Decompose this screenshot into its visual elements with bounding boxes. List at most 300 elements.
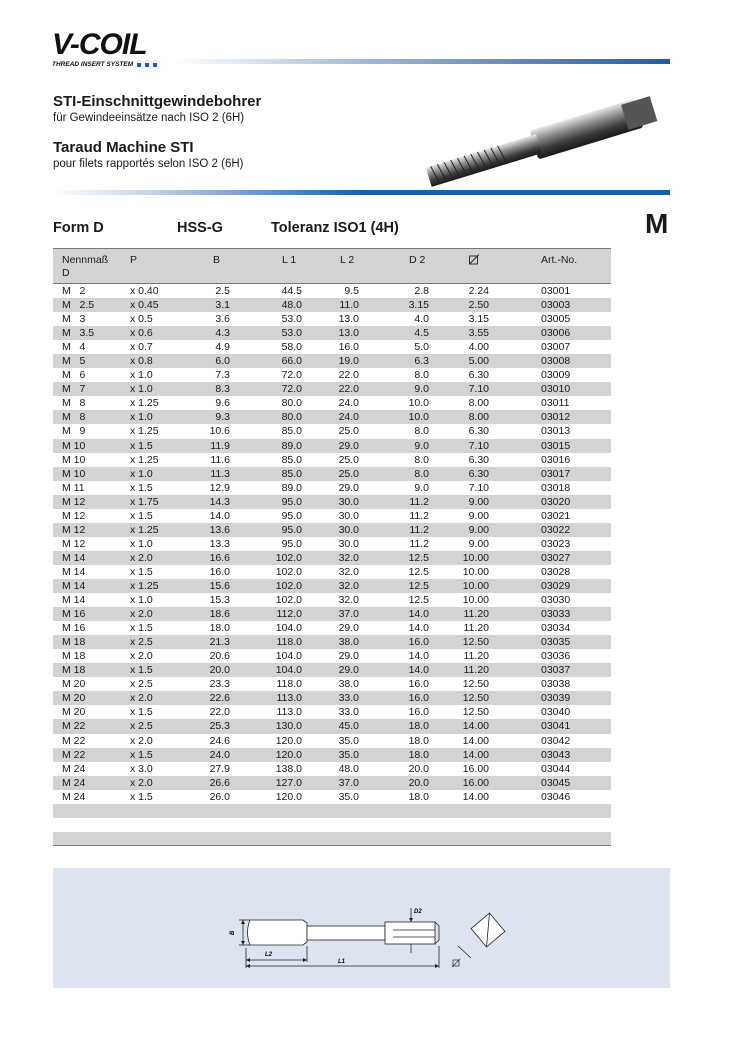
table-row bbox=[53, 635, 611, 649]
table-row bbox=[53, 424, 611, 438]
cell-article-no: 03009 bbox=[541, 369, 571, 382]
cell-b: 20.0 bbox=[209, 664, 230, 677]
cell-d2: 14.0 bbox=[408, 608, 429, 621]
cell-d2: 9.0 bbox=[414, 383, 429, 396]
dim-label-b: B bbox=[230, 930, 236, 935]
cell-l2: 29.0 bbox=[338, 622, 359, 635]
cell-l2: 32.0 bbox=[338, 594, 359, 607]
cell-square: 11.20 bbox=[463, 650, 489, 663]
cell-article-no: 03007 bbox=[541, 341, 571, 354]
cell-pitch: x 1.5 bbox=[130, 481, 153, 494]
cell-square: 14.00 bbox=[462, 734, 489, 747]
cell-nominal: M 2.5 bbox=[62, 299, 95, 312]
cell-square: 12.50 bbox=[462, 706, 489, 719]
section-letter: M bbox=[645, 208, 669, 239]
cell-nominal: M 6 bbox=[62, 369, 86, 382]
cell-b: 9.6 bbox=[215, 397, 230, 410]
cell-d2: 18.0 bbox=[408, 790, 429, 803]
table-row bbox=[53, 579, 611, 593]
cell-d2: 2.8 bbox=[414, 285, 429, 297]
cell-article-no: 03005 bbox=[541, 313, 571, 326]
cell-b: 15.6 bbox=[209, 579, 230, 592]
cell-l2: 25.0 bbox=[338, 467, 359, 480]
section-rule bbox=[53, 190, 670, 195]
cell-square: 6.30 bbox=[468, 453, 489, 466]
cell-pitch: x 1.0 bbox=[130, 383, 153, 396]
cell-square: 16.00 bbox=[462, 762, 489, 775]
cell-square: 11.20 bbox=[463, 608, 489, 621]
cell-pitch: x 1.0 bbox=[130, 411, 153, 424]
cell-l2: 45.0 bbox=[338, 720, 359, 733]
table-row bbox=[53, 691, 611, 705]
table-row bbox=[53, 776, 611, 790]
table-footer-band bbox=[53, 832, 611, 846]
cell-article-no: 03015 bbox=[541, 439, 571, 452]
cell-l2: 35.0 bbox=[338, 790, 359, 803]
cell-article-no: 03029 bbox=[541, 579, 571, 592]
cell-square: 7.10 bbox=[468, 439, 489, 452]
cell-square: 6.30 bbox=[468, 425, 489, 438]
cell-d2: 6.3 bbox=[414, 355, 429, 368]
cell-b: 20.6 bbox=[209, 650, 230, 663]
cell-b: 7.3 bbox=[215, 369, 230, 382]
table-row bbox=[53, 298, 611, 312]
brand-tagline: THREAD INSERT SYSTEM bbox=[52, 61, 134, 68]
cell-nominal: M 12 bbox=[62, 537, 86, 550]
cell-b: 13.3 bbox=[209, 537, 230, 550]
cell-square: 11.20 bbox=[463, 664, 489, 677]
cell-article-no: 03013 bbox=[541, 425, 571, 438]
cell-b: 12.9 bbox=[209, 481, 230, 494]
cell-pitch: x 1.75 bbox=[130, 495, 159, 508]
cell-pitch: x 0.7 bbox=[130, 341, 153, 354]
table-row bbox=[53, 284, 611, 298]
cell-l1: 112.0 bbox=[276, 608, 302, 621]
cell-l2: 11.0 bbox=[339, 299, 359, 312]
cell-l2: 29.0 bbox=[338, 481, 359, 494]
cell-d2: 9.0 bbox=[414, 481, 429, 494]
cell-b: 14.3 bbox=[209, 495, 230, 508]
cell-article-no: 03006 bbox=[541, 327, 571, 340]
table-body bbox=[53, 284, 611, 804]
cell-l1: 58.0 bbox=[281, 341, 302, 354]
cell-l2: 29.0 bbox=[338, 664, 359, 677]
cell-square: 5.00 bbox=[468, 355, 489, 368]
cell-article-no: 03030 bbox=[541, 594, 571, 607]
cell-d2: 12.5 bbox=[408, 565, 429, 578]
cell-l2: 33.0 bbox=[338, 692, 359, 705]
cell-article-no: 03010 bbox=[541, 383, 571, 396]
cell-l1: 48.0 bbox=[281, 299, 302, 312]
cell-d2: 8.0 bbox=[414, 453, 429, 466]
cell-nominal: M 10 bbox=[62, 467, 86, 480]
cell-b: 9.3 bbox=[215, 411, 230, 424]
cell-l2: 38.0 bbox=[338, 636, 359, 649]
cell-square: 6.30 bbox=[468, 467, 489, 480]
brand-tagline-row bbox=[52, 61, 177, 68]
cell-article-no: 03020 bbox=[541, 495, 571, 508]
cell-pitch: x 2.0 bbox=[130, 551, 153, 564]
table-row bbox=[53, 340, 611, 354]
cell-article-no: 03008 bbox=[541, 355, 571, 368]
table-row bbox=[53, 354, 611, 368]
header-nennmass-line1: Nennmaß bbox=[62, 254, 109, 266]
cell-b: 11.6 bbox=[210, 453, 230, 466]
cell-b: 18.0 bbox=[209, 622, 230, 635]
square-size-icon bbox=[452, 959, 460, 967]
cell-l1: 127.0 bbox=[275, 776, 302, 789]
cell-nominal: M 11 bbox=[62, 481, 85, 494]
cell-d2: 16.0 bbox=[408, 692, 429, 705]
table-row bbox=[53, 551, 611, 565]
title-german: STI-Einschnittgewindebohrer bbox=[53, 93, 262, 110]
cell-l2: 30.0 bbox=[338, 495, 359, 508]
table-row bbox=[53, 481, 611, 495]
cell-nominal: M 7 bbox=[62, 383, 86, 396]
cell-b: 3.6 bbox=[215, 313, 230, 326]
cell-l2: 35.0 bbox=[338, 734, 359, 747]
cell-nominal: M 14 bbox=[62, 565, 86, 578]
tagline-square-icon bbox=[153, 63, 157, 67]
cell-d2: 12.5 bbox=[408, 594, 429, 607]
cell-l1: 80.0 bbox=[281, 397, 302, 410]
cell-square: 10.00 bbox=[462, 565, 489, 578]
cell-nominal: M 2 bbox=[62, 285, 86, 297]
cell-square: 4.00 bbox=[468, 341, 489, 354]
cell-square: 8.00 bbox=[468, 397, 489, 410]
cell-article-no: 03003 bbox=[541, 299, 571, 312]
cell-square: 9.00 bbox=[468, 523, 489, 536]
cell-pitch: x 1.5 bbox=[130, 706, 153, 719]
form-label: Form D bbox=[53, 220, 104, 236]
cell-l1: 102.0 bbox=[275, 565, 302, 578]
cell-article-no: 03043 bbox=[541, 748, 571, 761]
table-row bbox=[53, 495, 611, 509]
table-footer-band bbox=[53, 804, 611, 818]
cell-d2: 3.15 bbox=[408, 299, 429, 312]
cell-l2: 35.0 bbox=[338, 748, 359, 761]
material-label: HSS-G bbox=[177, 220, 223, 236]
table-row bbox=[53, 326, 611, 340]
cell-article-no: 03035 bbox=[541, 636, 571, 649]
cell-pitch: x 0.6 bbox=[130, 327, 153, 340]
cell-nominal: M 9 bbox=[62, 425, 86, 438]
cell-nominal: M 4 bbox=[62, 341, 86, 354]
cell-b: 22.6 bbox=[209, 692, 230, 705]
cell-l1: 120.0 bbox=[275, 790, 302, 803]
cell-l1: 85.0 bbox=[281, 425, 302, 438]
cell-d2: 11.2 bbox=[409, 537, 429, 550]
cell-l1: 95.0 bbox=[281, 509, 302, 522]
cell-nominal: M 24 bbox=[62, 790, 86, 803]
cell-pitch: x 1.5 bbox=[130, 622, 153, 635]
cell-square: 10.00 bbox=[462, 551, 489, 564]
cell-l2: 24.0 bbox=[338, 411, 359, 424]
cell-l1: 89.0 bbox=[281, 439, 302, 452]
cell-l2: 22.0 bbox=[338, 383, 359, 396]
cell-article-no: 03027 bbox=[541, 551, 571, 564]
cell-d2: 4.0 bbox=[414, 313, 429, 326]
table-row bbox=[53, 734, 611, 748]
cell-pitch: x 2.5 bbox=[130, 720, 153, 733]
cell-d2: 20.0 bbox=[408, 776, 429, 789]
table-row bbox=[53, 410, 611, 424]
cell-article-no: 03042 bbox=[541, 734, 571, 747]
cell-l1: 104.0 bbox=[275, 622, 302, 635]
cell-l1: 95.0 bbox=[281, 523, 302, 536]
cell-b: 22.0 bbox=[209, 706, 230, 719]
cell-nominal: M 22 bbox=[62, 720, 86, 733]
cell-square: 8.00 bbox=[468, 411, 489, 424]
cell-b: 15.3 bbox=[209, 594, 230, 607]
cell-l1: 120.0 bbox=[275, 734, 302, 747]
cell-l1: 104.0 bbox=[275, 650, 302, 663]
cell-l1: 118.0 bbox=[276, 678, 302, 691]
cell-l1: 66.0 bbox=[281, 355, 302, 368]
cell-b: 25.3 bbox=[209, 720, 230, 733]
cell-pitch: x 2.5 bbox=[130, 636, 153, 649]
cell-square: 11.20 bbox=[463, 622, 489, 635]
cell-article-no: 03011 bbox=[541, 397, 570, 410]
cell-d2: 12.5 bbox=[408, 579, 429, 592]
cell-d2: 18.0 bbox=[408, 748, 429, 761]
cell-b: 26.6 bbox=[209, 776, 230, 789]
cell-b: 8.3 bbox=[215, 383, 230, 396]
cell-l2: 16.0 bbox=[338, 341, 359, 354]
cell-d2: 14.0 bbox=[408, 622, 429, 635]
cell-nominal: M 10 bbox=[62, 453, 86, 466]
cell-d2: 16.0 bbox=[408, 678, 429, 691]
cell-pitch: x 1.0 bbox=[130, 594, 153, 607]
cell-article-no: 03017 bbox=[541, 467, 571, 480]
cell-square: 10.00 bbox=[462, 594, 489, 607]
table-row bbox=[53, 523, 611, 537]
cell-l2: 13.0 bbox=[338, 327, 359, 340]
cell-l2: 30.0 bbox=[338, 523, 359, 536]
cell-l1: 95.0 bbox=[281, 495, 302, 508]
cell-pitch: x 1.0 bbox=[130, 467, 153, 480]
cell-square: 9.00 bbox=[468, 509, 489, 522]
cell-pitch: x 1.5 bbox=[130, 664, 153, 677]
cell-b: 13.6 bbox=[209, 523, 230, 536]
cell-article-no: 03023 bbox=[541, 537, 571, 550]
cell-l1: 102.0 bbox=[275, 579, 302, 592]
cell-l2: 9.5 bbox=[344, 285, 359, 297]
cell-d2: 8.0 bbox=[414, 369, 429, 382]
table-row bbox=[53, 649, 611, 663]
cell-nominal: M 8 bbox=[62, 397, 86, 410]
cell-square: 14.00 bbox=[462, 720, 489, 733]
cell-d2: 5.0 bbox=[414, 341, 429, 354]
cell-d2: 14.0 bbox=[408, 664, 429, 677]
cell-nominal: M 14 bbox=[62, 579, 86, 592]
cell-nominal: M 10 bbox=[62, 439, 86, 452]
table-row bbox=[53, 762, 611, 776]
table-row bbox=[53, 621, 611, 635]
cell-d2: 8.0 bbox=[414, 425, 429, 438]
cell-pitch: x 2.0 bbox=[130, 608, 153, 621]
cell-b: 4.9 bbox=[215, 341, 230, 354]
cell-l2: 32.0 bbox=[338, 579, 359, 592]
cell-d2: 12.5 bbox=[408, 551, 429, 564]
header-nennmass-line2: D bbox=[62, 267, 70, 279]
cell-nominal: M 8 bbox=[62, 411, 86, 424]
cell-d2: 18.0 bbox=[408, 720, 429, 733]
cell-l1: 89.0 bbox=[281, 481, 302, 494]
dim-label-l1: L1 bbox=[338, 959, 346, 965]
cell-l1: 72.0 bbox=[281, 369, 302, 382]
cell-square: 2.24 bbox=[468, 285, 489, 297]
subtitle-german: für Gewindeeinsätze nach ISO 2 (6H) bbox=[53, 112, 245, 124]
table-row bbox=[53, 705, 611, 719]
table-row bbox=[53, 663, 611, 677]
cell-square: 3.15 bbox=[468, 313, 489, 326]
title-french: Taraud Machine STI bbox=[53, 139, 194, 156]
cell-b: 10.6 bbox=[209, 425, 230, 438]
cell-b: 27.9 bbox=[209, 762, 230, 775]
cell-nominal: M 12 bbox=[62, 509, 86, 522]
cell-pitch: x 3.0 bbox=[130, 762, 153, 775]
table-row bbox=[53, 790, 611, 804]
cell-b: 23.3 bbox=[209, 678, 230, 691]
table-header bbox=[53, 248, 611, 284]
tap-dimension-drawing bbox=[53, 868, 670, 988]
cell-square: 7.10 bbox=[468, 383, 489, 396]
cell-l2: 33.0 bbox=[338, 706, 359, 719]
table-row bbox=[53, 382, 611, 396]
cell-square: 12.50 bbox=[462, 692, 489, 705]
cell-l2: 48.0 bbox=[338, 762, 359, 775]
cell-d2: 10.0 bbox=[408, 411, 429, 424]
cell-l1: 102.0 bbox=[275, 551, 302, 564]
cell-l2: 32.0 bbox=[338, 551, 359, 564]
table-row bbox=[53, 453, 611, 467]
cell-l2: 25.0 bbox=[338, 453, 359, 466]
table-row bbox=[53, 396, 611, 410]
table-row bbox=[53, 537, 611, 551]
brand-name: V-COIL bbox=[52, 28, 147, 61]
cell-pitch: x 1.5 bbox=[130, 565, 153, 578]
cell-pitch: x 1.0 bbox=[130, 537, 153, 550]
cell-l1: 120.0 bbox=[275, 748, 302, 761]
cell-d2: 11.2 bbox=[409, 509, 429, 522]
cell-d2: 16.0 bbox=[408, 636, 429, 649]
cell-nominal: M 22 bbox=[62, 734, 86, 747]
header-rule bbox=[175, 59, 670, 64]
cell-d2: 11.2 bbox=[409, 495, 429, 508]
cell-pitch: x 1.25 bbox=[130, 579, 159, 592]
cell-b: 24.6 bbox=[209, 734, 230, 747]
cell-article-no: 03033 bbox=[541, 608, 571, 621]
cell-l1: 113.0 bbox=[276, 706, 302, 719]
cell-article-no: 03037 bbox=[541, 664, 571, 677]
cell-l2: 30.0 bbox=[338, 537, 359, 550]
cell-d2: 20.0 bbox=[408, 762, 429, 775]
header-b: B bbox=[213, 254, 221, 266]
cell-pitch: x 2.5 bbox=[130, 678, 153, 691]
header-l2: L 2 bbox=[340, 254, 355, 266]
cell-l2: 37.0 bbox=[338, 608, 359, 621]
cell-square: 9.00 bbox=[468, 537, 489, 550]
cell-pitch: x 2.0 bbox=[130, 650, 153, 663]
cell-nominal: M 18 bbox=[62, 650, 86, 663]
table-row bbox=[53, 439, 611, 453]
cell-nominal: M 5 bbox=[62, 355, 86, 368]
cell-d2: 16.0 bbox=[408, 706, 429, 719]
cell-l2: 24.0 bbox=[338, 397, 359, 410]
cell-pitch: x 0.8 bbox=[130, 355, 153, 368]
header-nennmass bbox=[62, 254, 108, 280]
cell-pitch: x 1.5 bbox=[130, 748, 153, 761]
cell-l1: 53.0 bbox=[281, 313, 302, 326]
cell-l1: 138.0 bbox=[275, 762, 302, 775]
cell-nominal: M 16 bbox=[62, 608, 86, 621]
dim-label-l2: L2 bbox=[265, 952, 273, 958]
cell-l2: 29.0 bbox=[338, 439, 359, 452]
cell-l2: 29.0 bbox=[338, 650, 359, 663]
cell-pitch: x 1.25 bbox=[130, 453, 159, 466]
tolerance-label: Toleranz ISO1 (4H) bbox=[271, 220, 399, 236]
cell-article-no: 03034 bbox=[541, 622, 571, 635]
table-row bbox=[53, 719, 611, 733]
cell-b: 16.0 bbox=[209, 565, 230, 578]
dim-label-d2: D2 bbox=[414, 909, 422, 915]
cell-square: 10.00 bbox=[462, 579, 489, 592]
cell-article-no: 03016 bbox=[541, 453, 571, 466]
cell-square: 16.00 bbox=[462, 776, 489, 789]
cell-l1: 104.0 bbox=[275, 664, 302, 677]
cell-pitch: x 1.25 bbox=[130, 523, 159, 536]
cell-article-no: 03046 bbox=[541, 790, 571, 803]
cell-b: 14.0 bbox=[209, 509, 230, 522]
cell-pitch: x 2.0 bbox=[130, 776, 153, 789]
cell-l1: 113.0 bbox=[276, 692, 302, 705]
cell-nominal: M 14 bbox=[62, 551, 86, 564]
tagline-square-icon bbox=[137, 63, 141, 67]
table-row bbox=[53, 565, 611, 579]
cell-pitch: x 0.45 bbox=[130, 299, 159, 312]
table-row bbox=[53, 748, 611, 762]
cell-article-no: 03018 bbox=[541, 481, 571, 494]
cell-nominal: M 20 bbox=[62, 706, 86, 719]
technical-drawing-panel bbox=[53, 868, 670, 988]
cell-pitch: x 1.0 bbox=[130, 369, 153, 382]
cell-article-no: 03022 bbox=[541, 523, 571, 536]
cell-nominal: M 20 bbox=[62, 692, 86, 705]
cell-nominal: M 12 bbox=[62, 523, 86, 536]
cell-nominal: M 18 bbox=[62, 636, 86, 649]
table-row bbox=[53, 467, 611, 481]
table-row bbox=[53, 607, 611, 621]
cell-square: 12.50 bbox=[462, 678, 489, 691]
cell-b: 2.5 bbox=[215, 285, 230, 297]
cell-l2: 13.0 bbox=[338, 313, 359, 326]
header-article-no: Art.-No. bbox=[541, 254, 578, 266]
header-square-size bbox=[469, 254, 480, 269]
cell-l2: 30.0 bbox=[338, 509, 359, 522]
cell-d2: 11.2 bbox=[409, 523, 429, 536]
cell-d2: 4.5 bbox=[414, 327, 429, 340]
cell-b: 24.0 bbox=[209, 748, 230, 761]
table-row bbox=[53, 312, 611, 326]
tagline-square-icon bbox=[145, 63, 149, 67]
cell-square: 12.50 bbox=[462, 636, 489, 649]
cell-pitch: x 0.5 bbox=[130, 313, 153, 326]
cell-b: 21.3 bbox=[209, 636, 230, 649]
cell-pitch: x 1.5 bbox=[130, 509, 153, 522]
cell-square: 6.30 bbox=[468, 369, 489, 382]
cell-l2: 25.0 bbox=[338, 425, 359, 438]
